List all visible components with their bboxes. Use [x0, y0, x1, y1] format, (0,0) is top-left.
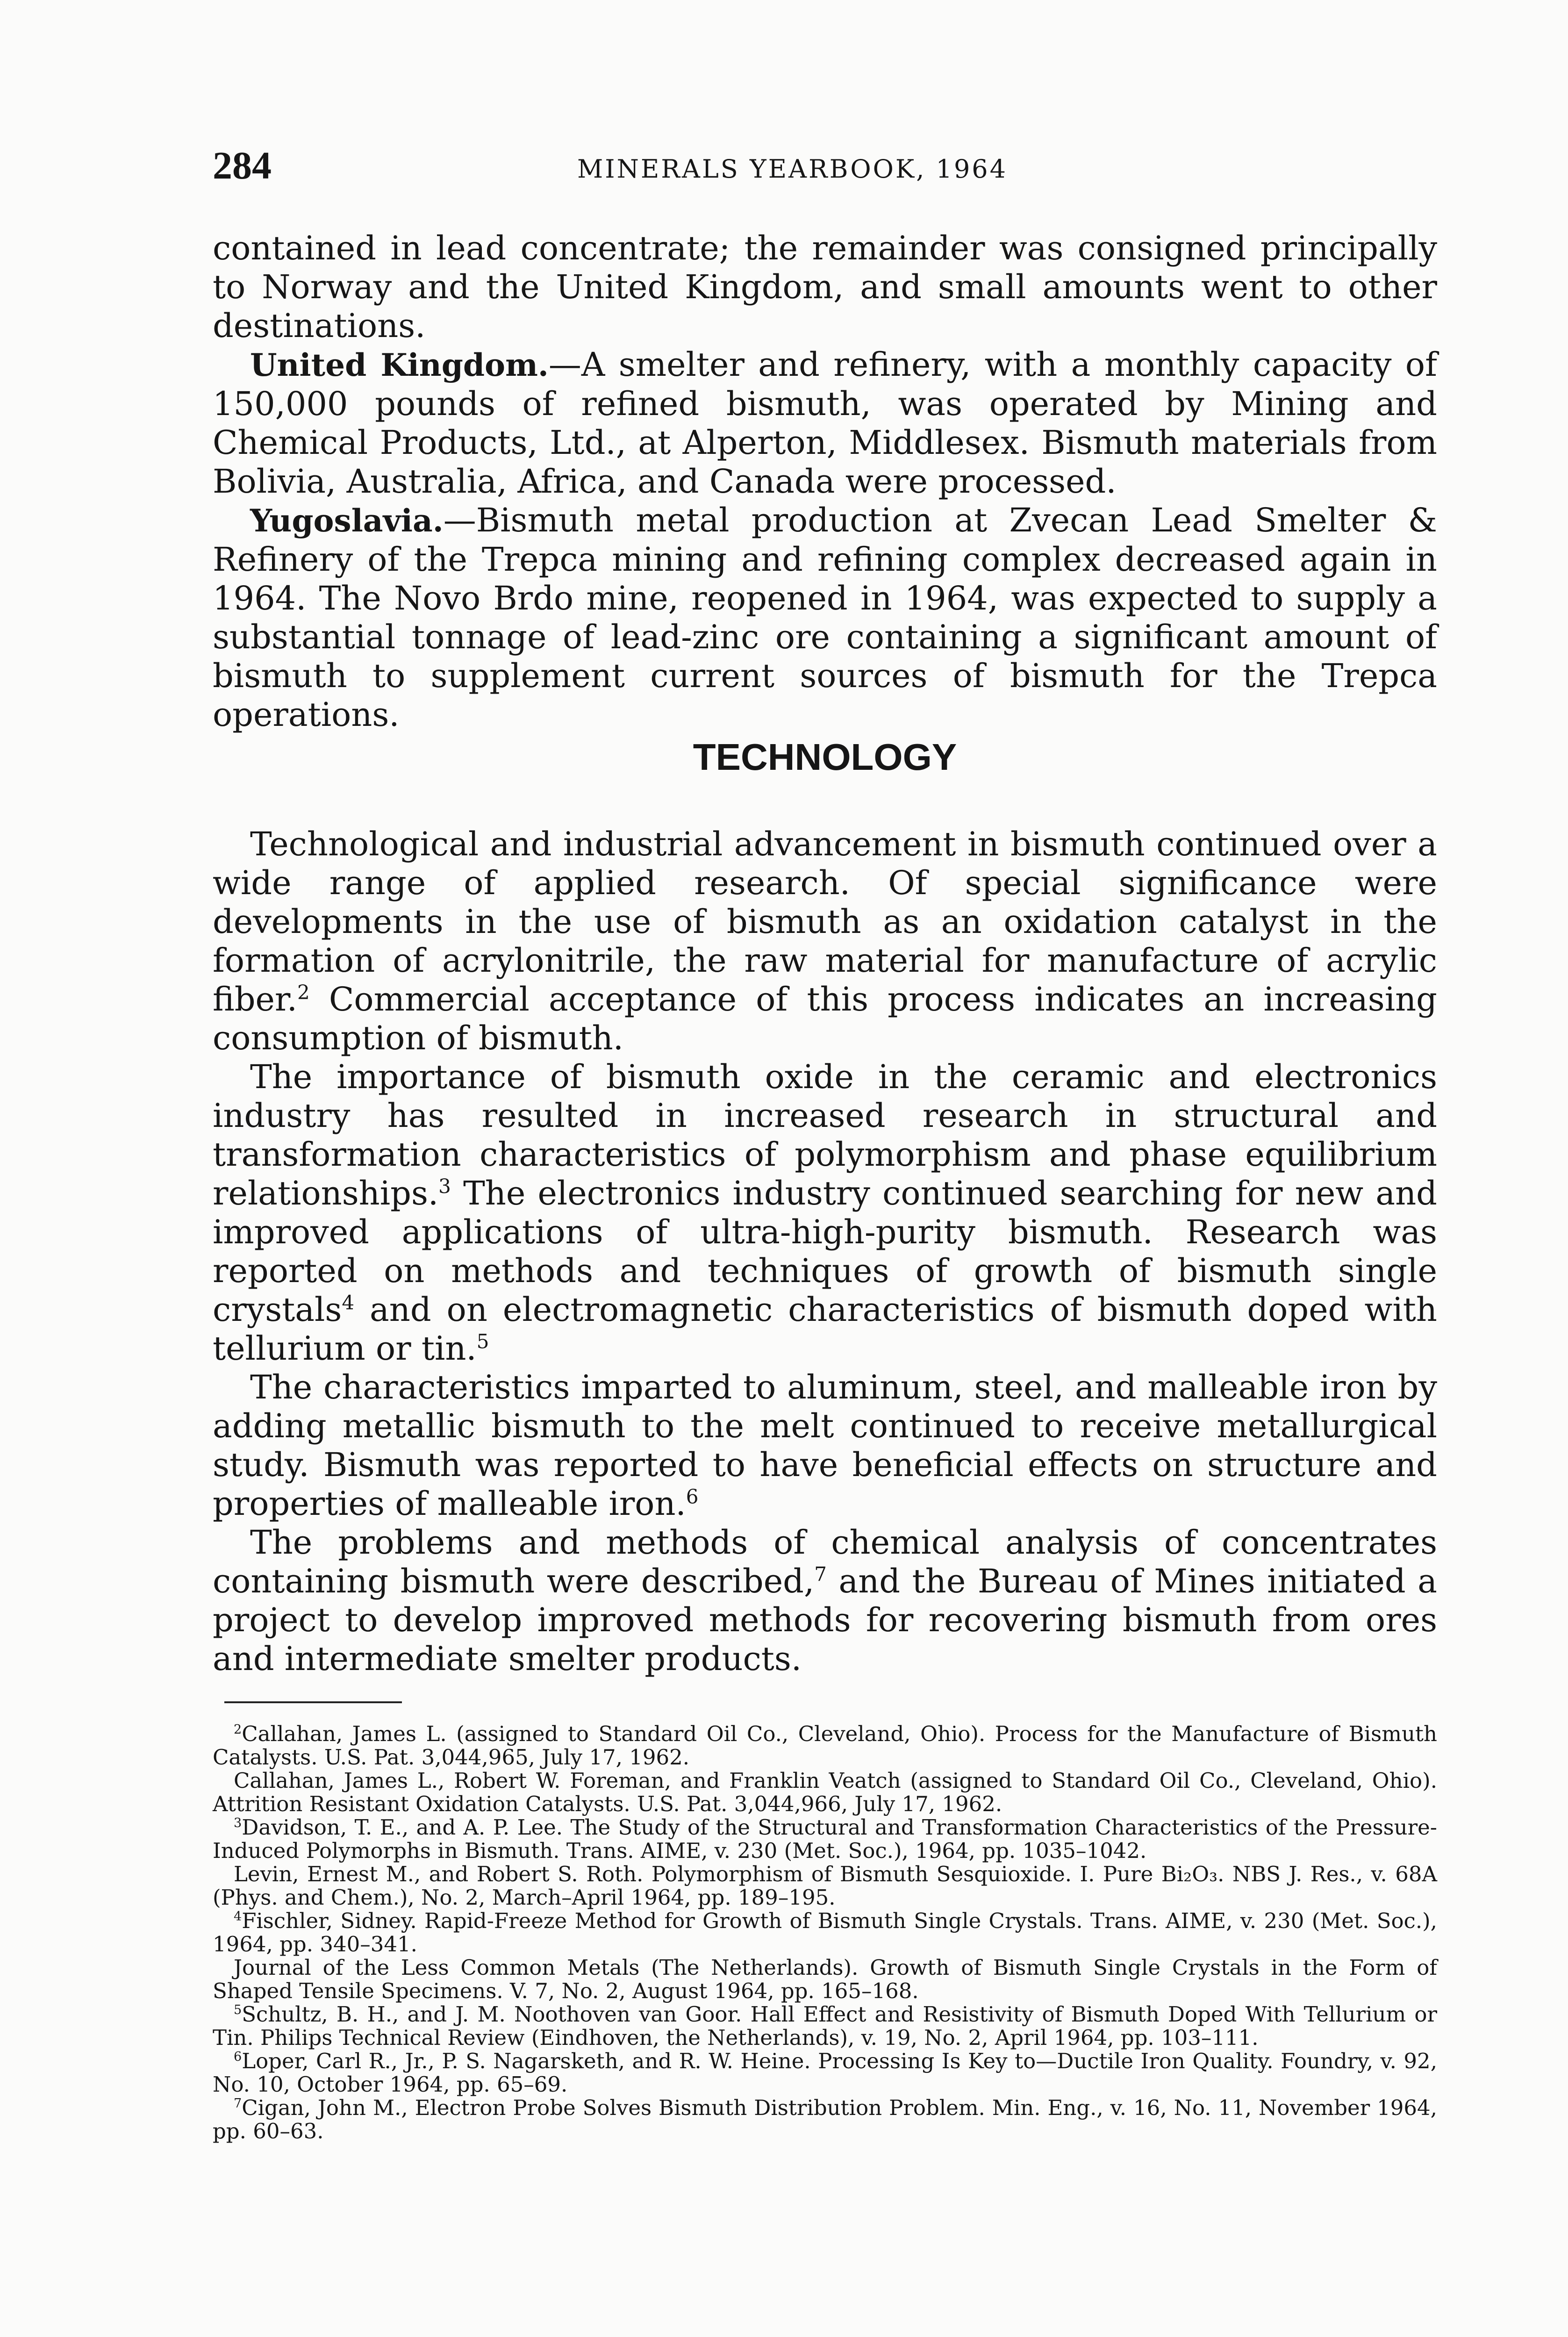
footnote-text: Callahan, James L. (assigned to Standard Oil Co., Cleveland, Ohio). Process for the Manufacture of Bismuth Catalysts. U.S. Pat. 3,044,965, July 17, 1962. [213, 1721, 1437, 1770]
footnote-text: Davidson, T. E., and A. P. Lee. The Study of the Structural and Transformation Characteristics of the Pressure-Induced Polymorphs in Bismuth. Trans. AIME, v. 230 (Met. Soc.), 1964, pp. 1035–1042. [213, 1815, 1437, 1863]
footnote [213, 1909, 1437, 1956]
country-text: —Bismuth metal production at Zvecan Lead Smelter & Refinery of the Trepca mining and refining complex decreased again in 1964. The Novo Brdo mine, reopened in 1964, was expected to supply a substantial tonnage of lead-zinc ore containing a significant amount of bismuth to supplement current sources of bismuth for the Trepca operations. [213, 501, 1437, 734]
technology-paragraph-4 [213, 1523, 1437, 1678]
footnote-mark: 5 [234, 2003, 242, 2017]
footnote [213, 2050, 1437, 2096]
footnote-ref: 6 [686, 1485, 699, 1508]
country-paragraph-united-kingdom [213, 345, 1437, 501]
country-name: United Kingdom. [250, 347, 549, 383]
paragraph-text: and on electromagnetic characteristics of bismuth doped with tellurium or tin. [213, 1290, 1437, 1368]
continuation-paragraph: contained in lead concentrate; the remainder was consigned principally to Norway and the United Kingdom, and small amounts went to other destinations. [213, 229, 1437, 345]
technology-paragraph-2 [213, 1058, 1437, 1368]
footnote-ref: 3 [438, 1175, 451, 1198]
page-number: 284 [213, 144, 272, 187]
main-text-technology [213, 825, 1437, 1678]
footnote-ref: 2 [297, 981, 310, 1004]
footnote-text: Cigan, John M., Electron Probe Solves Bismuth Distribution Problem. Min. Eng., v. 16, No. 11, November 1964, pp. 60–63. [213, 2095, 1437, 2143]
paragraph-text: Commercial acceptance of this process indicates an increasing consumption of bismuth. [213, 980, 1437, 1057]
footnote-mark: 2 [234, 1722, 242, 1737]
footnote-ref: 4 [342, 1291, 355, 1314]
country-paragraph-yugoslavia [213, 501, 1437, 734]
running-title: MINERALS YEARBOOK, 1964 [577, 154, 1008, 184]
footnote [213, 1956, 1437, 2003]
footnote-mark: 7 [234, 2096, 242, 2111]
footnote-text: Levin, Ernest M., and Robert S. Roth. Polymorphism of Bismuth Sesquioxide. I. Pure Bi₂O₃. NBS J. Res., v. 68A (Phys. and Chem.), No. 2, March–April 1964, pp. 189–195. [213, 1862, 1437, 1910]
paragraph-text: The problems and methods of chemical analysis of concentrates containing bismuth were described, [213, 1523, 1437, 1600]
footnote-mark: 4 [234, 1909, 242, 1924]
footnote-ref: 5 [476, 1330, 489, 1353]
paragraph-text: The electronics industry continued searching for new and improved applications of ultra-high-purity bismuth. Research was reported on methods and techniques of growth of bismuth single crystals [213, 1174, 1437, 1329]
technology-paragraph-3 [213, 1368, 1437, 1523]
section-heading-technology: TECHNOLOGY [693, 736, 957, 778]
footnote-text: Fischler, Sidney. Rapid-Freeze Method for Growth of Bismuth Single Crystals. Trans. AIME, v. 230 (Met. Soc.), 1964, pp. 340–341. [213, 1908, 1437, 1957]
footnote [213, 2003, 1437, 2050]
footnote [213, 1722, 1437, 1769]
footnote [213, 1816, 1437, 1863]
paragraph-text: and the Bureau of Mines initiated a project to develop improved methods for recovering bismuth from ores and intermediate smelter products. [213, 1562, 1437, 1678]
footnote [213, 1769, 1437, 1816]
country-text: —A smelter and refinery, with a monthly capacity of 150,000 pounds of refined bismuth, was operated by Mining and Chemical Products, Ltd., at Alperton, Middlesex. Bismuth materials from Bolivia, Australia, Africa, and Canada were processed. [213, 345, 1437, 501]
technology-paragraph-1 [213, 825, 1437, 1058]
footnote [213, 2096, 1437, 2143]
footnote-text: Loper, Carl R., Jr., P. S. Nagarsketh, and R. W. Heine. Processing Is Key to—Ductile Iron Quality. Foundry, v. 92, No. 10, October 1964, pp. 65–69. [213, 2049, 1437, 2097]
paragraph-text: Technological and industrial advancement in bismuth continued over a wide range of applied research. Of special significance were developments in the use of bismuth as an oxidation catalyst in the formation of acrylonitrile, the raw material for manufacture of acrylic fiber. [213, 825, 1437, 1018]
footnote-text: Schultz, B. H., and J. M. Noothoven van Goor. Hall Effect and Resistivity of Bismuth Doped With Tellurium or Tin. Philips Technical Review (Eindhoven, the Netherlands), v. 19, No. 2, April 1964, pp. 103–111. [213, 2002, 1437, 2050]
footnote [213, 1863, 1437, 1909]
footnotes [213, 1722, 1437, 2143]
footnote-ref: 7 [814, 1563, 827, 1586]
footnote-mark: 3 [234, 1816, 242, 1830]
footnote-text: Callahan, James L., Robert W. Foreman, and Franklin Veatch (assigned to Standard Oil Co., Cleveland, Ohio). Attrition Resistant Oxidation Catalysts. U.S. Pat. 3,044,966, July 17, 1962. [213, 1768, 1437, 1816]
page-header [213, 140, 1437, 196]
main-text-top [213, 229, 1437, 734]
footnote-mark: 6 [234, 2050, 242, 2064]
footnote-divider [224, 1701, 402, 1703]
footnote-text: Journal of the Less Common Metals (The Netherlands). Growth of Bismuth Single Crystals in the Form of Shaped Tensile Specimens. V. 7, No. 2, August 1964, pp. 165–168. [213, 1955, 1437, 2003]
paragraph-text: The characteristics imparted to aluminum, steel, and malleable iron by adding metallic bismuth to the melt continued to receive metallurgical study. Bismuth was reported to have beneficial effects on structure and properties of malleable iron. [213, 1368, 1437, 1523]
paragraph-text: The importance of bismuth oxide in the ceramic and electronics industry has resulted in increased research in structural and transformation characteristics of polymorphism and phase equilibrium relationships. [213, 1058, 1437, 1212]
country-name: Yugoslavia. [250, 502, 444, 539]
